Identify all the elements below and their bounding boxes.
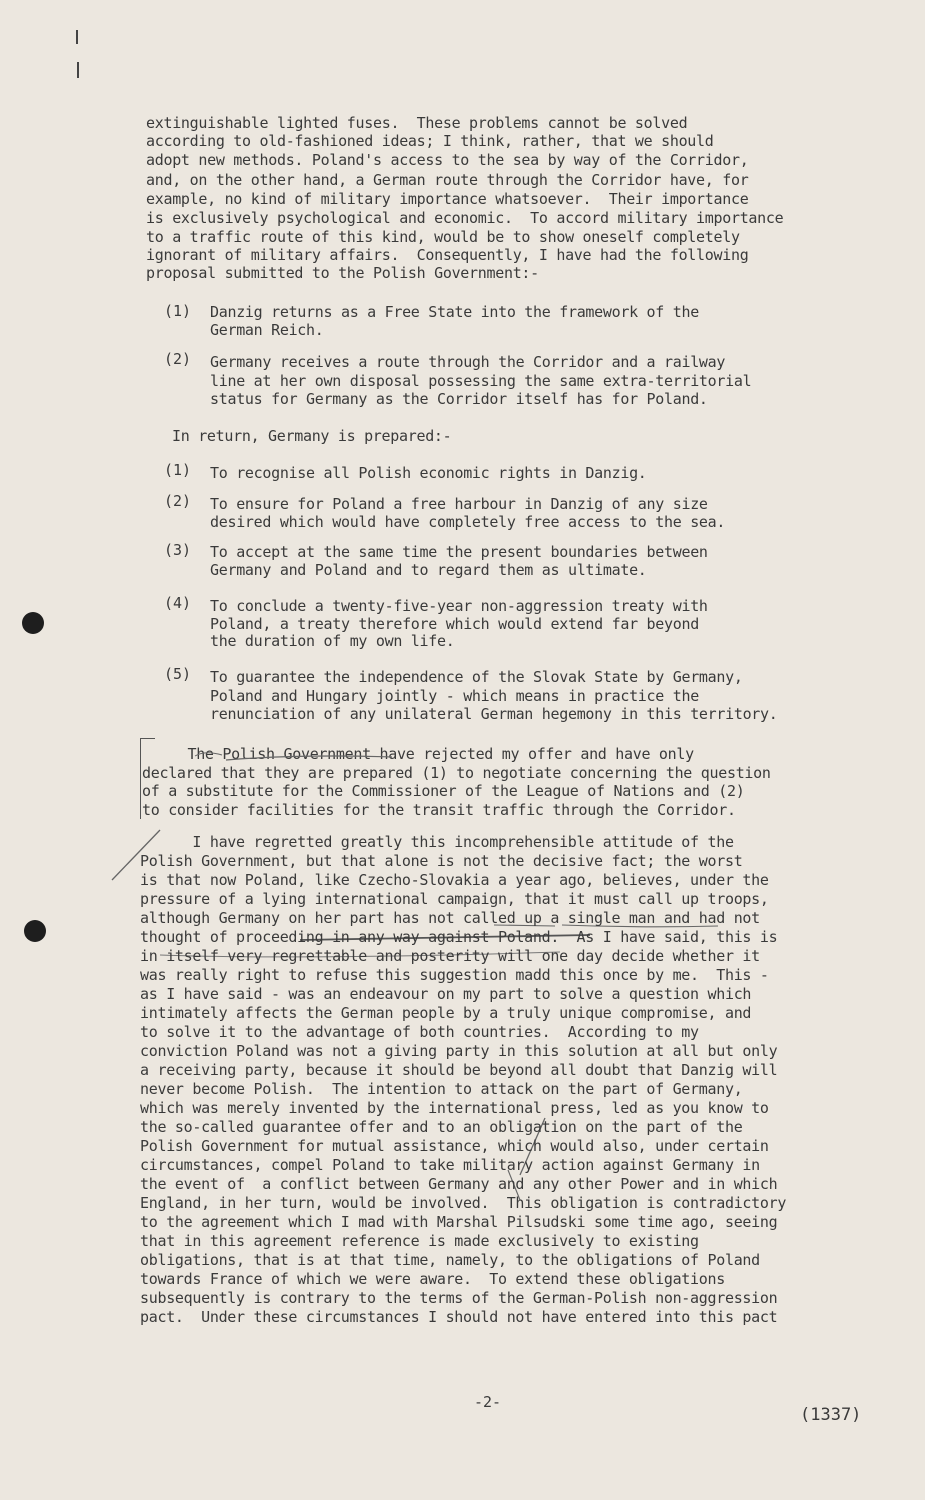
list-number: (4) (164, 594, 192, 612)
text-line: conviction Poland was not a giving party in this solution at all but only (140, 1042, 778, 1060)
text-line: a receiving party, because it should be beyond all doubt that Danzig will (140, 1061, 778, 1079)
text-line: and, on the other hand, a German route through the Corridor have, for (146, 171, 749, 189)
text-line: Danzig returns as a Free State into the framework of the (210, 303, 699, 321)
text-line: which was merely invented by the international press, led as you know to (140, 1099, 769, 1117)
text-line: extinguishable lighted fuses. These problems cannot be solved (146, 114, 688, 132)
page-number: -2- (474, 1393, 502, 1411)
text-line: To recognise all Polish economic rights in Danzig. (210, 464, 647, 482)
text-line: towards France of which we were aware. To extend these obligations (140, 1270, 725, 1288)
text-line: line at her own disposal possessing the same extra-territorial (210, 372, 752, 390)
text-line: pressure of a lying international campaign, that it must call up troops, (140, 890, 769, 908)
text-line: to consider facilities for the transit traffic through the Corridor. (142, 801, 736, 819)
text-line: England, in her turn, would be involved. This obligation is contradictory (140, 1194, 787, 1212)
list-number: (2) (164, 350, 192, 368)
text-line: Poland, a treaty therefore which would extend far beyond (210, 615, 699, 633)
text-line: desired which would have completely free access to the sea. (210, 513, 726, 531)
text-line: intimately affects the German people by a truly unique compromise, and (140, 1004, 752, 1022)
text-line: The Polish Government have rejected my offer and have only (170, 745, 694, 763)
text-line: To ensure for Poland a free harbour in Danzig of any size (210, 495, 708, 513)
text-line: is that now Poland, like Czecho-Slovakia a year ago, believes, under the (140, 871, 769, 889)
text-line: German Reich. (210, 321, 324, 339)
text-line: Germany and Poland and to regard them as ultimate. (210, 561, 647, 579)
text-line: never become Polish. The intention to attack on the part of Germany, (140, 1080, 743, 1098)
text-line: example, no kind of military importance whatsoever. Their importance (146, 190, 749, 208)
text-line: of a substitute for the Commissioner of the League of Nations and (2) (142, 782, 745, 800)
text-line: To guarantee the independence of the Slovak State by Germany, (210, 668, 743, 686)
text-line: Germany receives a route through the Corridor and a railway (210, 353, 726, 371)
document-reference: (1337) (800, 1405, 862, 1425)
text-line: although Germany on her part has not called up a single man and had not (140, 909, 760, 927)
text-line: thought of proceeding in any way against Poland. As I have said, this is (140, 928, 778, 946)
list-number: (1) (164, 461, 192, 479)
text-line: Poland and Hungary jointly - which means in practice the (210, 687, 699, 705)
text-line: the event of a conflict between Germany and any other Power and in which (140, 1175, 778, 1193)
text-line: in itself very regrettable and posterity will one day decide whether it (140, 947, 760, 965)
text-line: obligations, that is at that time, namely, to the obligations of Poland (140, 1251, 760, 1269)
text-line: the duration of my own life. (210, 632, 455, 650)
text-line: that in this agreement reference is made exclusively to existing (140, 1232, 699, 1250)
return-heading: In return, Germany is prepared:- (172, 427, 452, 445)
text-line: according to old-fashioned ideas; I think, rather, that we should (146, 132, 714, 150)
list-number: (5) (164, 665, 192, 683)
text-line: declared that they are prepared (1) to negotiate concerning the question (142, 764, 771, 782)
text-line: Polish Government, but that alone is not the decisive fact; the worst (140, 852, 743, 870)
list-number: (2) (164, 492, 192, 510)
text-line: To conclude a twenty-five-year non-aggression treaty with (210, 597, 708, 615)
text-line: to the agreement which I mad with Marshal Pilsudski some time ago, seeing (140, 1213, 778, 1231)
text-line: is exclusively psychological and economic. To accord military importance (146, 209, 784, 227)
text-line: circumstances, compel Poland to take military action against Germany in (140, 1156, 760, 1174)
text-line: subsequently is contrary to the terms of the German-Polish non-aggression (140, 1289, 778, 1307)
text-line: to solve it to the advantage of both countries. According to my (140, 1023, 699, 1041)
text-line: I have regretted greatly this incomprehensible attitude of the (140, 833, 734, 851)
text-line: adopt new methods. Poland's access to the sea by way of the Corridor, (146, 151, 749, 169)
list-number: (3) (164, 541, 192, 559)
text-line: status for Germany as the Corridor itself has for Poland. (210, 390, 708, 408)
text-line: as I have said - was an endeavour on my part to solve a question which (140, 985, 752, 1003)
text-line: to a traffic route of this kind, would be to show oneself completely (146, 228, 740, 246)
text-line: pact. Under these circumstances I should not have entered into this pact (140, 1308, 778, 1326)
text-line: was really right to refuse this suggestion madd this once by me. This - (140, 966, 769, 984)
text-line: Polish Government for mutual assistance, which would also, under certain (140, 1137, 769, 1155)
text-line: renunciation of any unilateral German hegemony in this territory. (210, 705, 778, 723)
text-line: To accept at the same time the present boundaries between (210, 543, 708, 561)
text-line: the so-called guarantee offer and to an obligation on the part of the (140, 1118, 743, 1136)
text-line: ignorant of military affairs. Consequently, I have had the following (146, 246, 749, 264)
text-line: proposal submitted to the Polish Government:- (146, 264, 539, 282)
list-number: (1) (164, 302, 192, 320)
